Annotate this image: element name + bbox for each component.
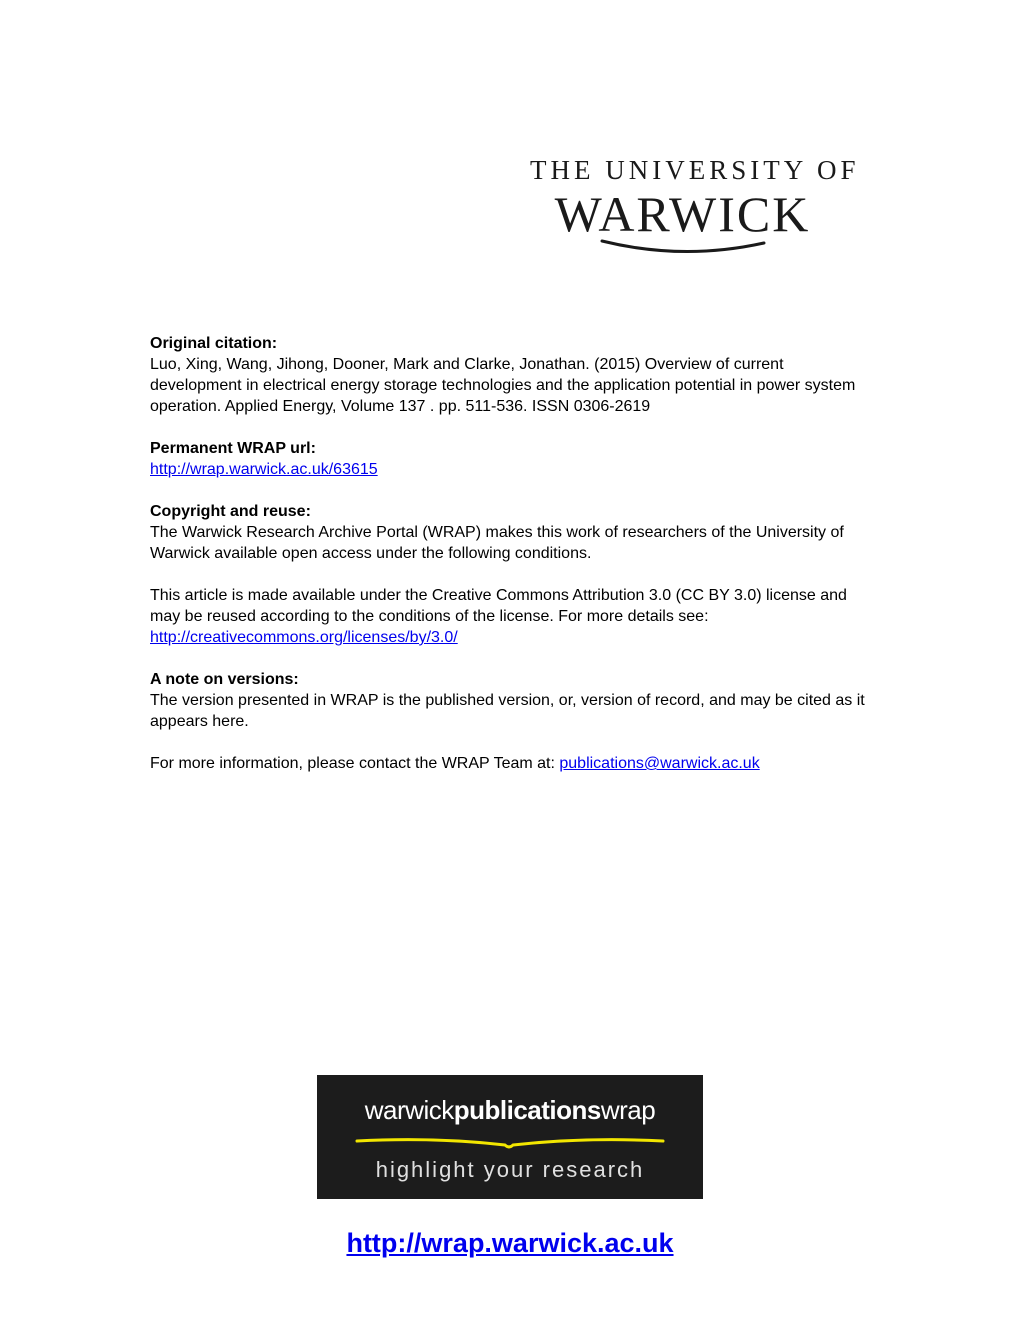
license-section: [150, 585, 870, 648]
versions-text: The version presented in WRAP is the published version, or, version of record, and may be cited as it appears here.: [150, 692, 865, 730]
banner-title-wrap: wrap: [600, 1095, 656, 1125]
copyright-heading: Copyright and reuse:: [150, 503, 311, 520]
logo-line-1: THE UNIVERSITY OF: [530, 155, 860, 185]
banner-title-warwick: warwick: [364, 1095, 454, 1125]
versions-section: [150, 669, 870, 732]
copyright-text: The Warwick Research Archive Portal (WRAP) makes this work of researchers of the University of Warwick available open access under the following conditions.: [150, 524, 844, 562]
banner-title-publications: publications: [453, 1095, 601, 1125]
logo-line-2: WARWICK: [554, 186, 811, 242]
footer-url-container: [0, 1228, 1020, 1259]
banner-tagline: highlight your research: [375, 1157, 645, 1182]
contact-text: For more information, please contact the WRAP Team at:: [150, 755, 555, 772]
footer-url-link[interactable]: http://wrap.warwick.ac.uk: [346, 1228, 674, 1258]
publications-wrap-banner: [317, 1075, 703, 1199]
original-citation-section: [150, 333, 870, 417]
original-citation-heading: Original citation:: [150, 335, 278, 352]
university-logo: [530, 155, 860, 257]
cover-page-content: [150, 333, 870, 795]
versions-heading: A note on versions:: [150, 671, 299, 688]
open-book-swoosh-icon: [355, 1135, 665, 1151]
original-citation-text: Luo, Xing, Wang, Jihong, Dooner, Mark and Clarke, Jonathan. (2015) Overview of current development in electrical energy storage technologies and the application potential in power system operation. Applied Energy, Volume 137 . pp. 511-536. ISSN 0306-2619: [150, 356, 856, 415]
permanent-url-heading: Permanent WRAP url:: [150, 440, 316, 457]
banner-title: [317, 1095, 703, 1126]
permanent-url-link[interactable]: http://wrap.warwick.ac.uk/63615: [150, 461, 378, 478]
contact-section: [150, 753, 870, 774]
contact-email-link[interactable]: publications@warwick.ac.uk: [559, 755, 760, 772]
copyright-section: [150, 501, 870, 564]
permanent-url-section: [150, 438, 870, 480]
license-link[interactable]: http://creativecommons.org/licenses/by/3.0/: [150, 629, 458, 646]
license-text: This article is made available under the Creative Commons Attribution 3.0 (CC BY 3.0) license and may be reused according to the conditions of the license. For more details see:: [150, 587, 847, 625]
